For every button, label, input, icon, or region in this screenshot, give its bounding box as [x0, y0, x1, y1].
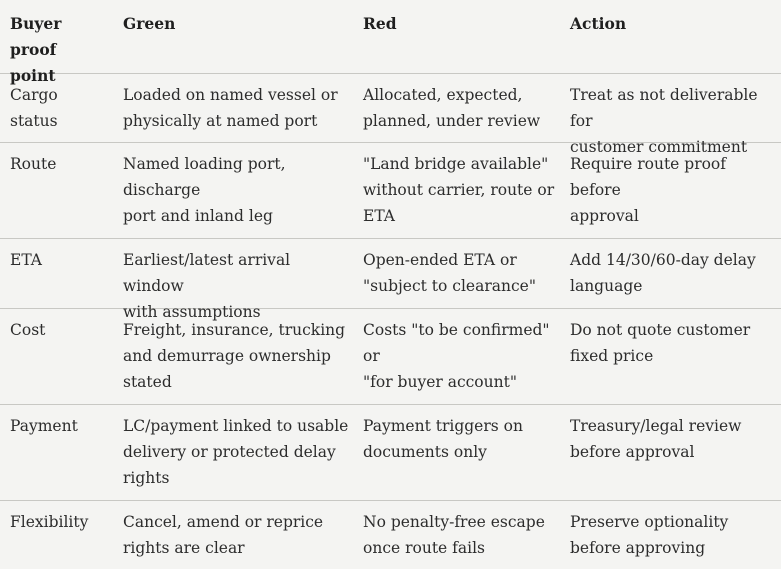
header-red: Red [363, 14, 397, 33]
cell-action: Require route proof before approval [570, 155, 726, 225]
cell-green: LC/payment linked to usable delivery or protected delay rights [123, 417, 349, 487]
cell-red: No penalty-free escape once route fails [363, 513, 545, 557]
cell-red: Costs "to be confirmed" or "for buyer account" [363, 321, 550, 391]
table-row [0, 238, 781, 321]
table-row [0, 142, 781, 238]
cell-proof-point: ETA [10, 251, 42, 269]
table-header-row [0, 0, 781, 85]
cell-green: Loaded on named vessel or physically at named port [123, 86, 338, 130]
cell-proof-point: Cargo status [10, 86, 58, 130]
cell-red: Allocated, expected, planned, under review [363, 86, 541, 130]
header-action: Action [570, 14, 627, 33]
cell-action: Do not quote customer fixed price [570, 321, 751, 365]
cell-green: Named loading port, discharge port and inland leg [123, 155, 286, 225]
cell-red: Open-ended ETA or "subject to clearance" [363, 251, 536, 295]
cell-proof-point: Flexibility [10, 513, 89, 531]
table-row [0, 404, 781, 500]
cell-action: Preserve optionality before approving [570, 513, 729, 557]
cell-green: Cancel, amend or reprice rights are clear [123, 513, 324, 557]
cell-proof-point: Payment [10, 417, 78, 435]
header-buyer-proof-point: Buyer proof point [10, 14, 62, 85]
cell-action: Add 14/30/60-day delay language [570, 251, 756, 295]
cell-action: Treasury/legal review before approval [570, 417, 742, 461]
table-row [0, 73, 781, 156]
cell-proof-point: Cost [10, 321, 46, 339]
cell-red: Payment triggers on documents only [363, 417, 523, 461]
cell-green: Earliest/latest arrival window with assumptions [123, 251, 291, 321]
cell-green: Freight, insurance, trucking and demurrage ownership stated [123, 321, 346, 391]
table-row [0, 500, 781, 569]
cell-action: Treat as not deliverable for customer commitment [570, 86, 758, 156]
cell-proof-point: Route [10, 155, 57, 173]
table-row [0, 308, 781, 404]
header-green: Green [123, 14, 176, 33]
cell-red: "Land bridge available" without carrier, route or ETA [363, 155, 555, 225]
